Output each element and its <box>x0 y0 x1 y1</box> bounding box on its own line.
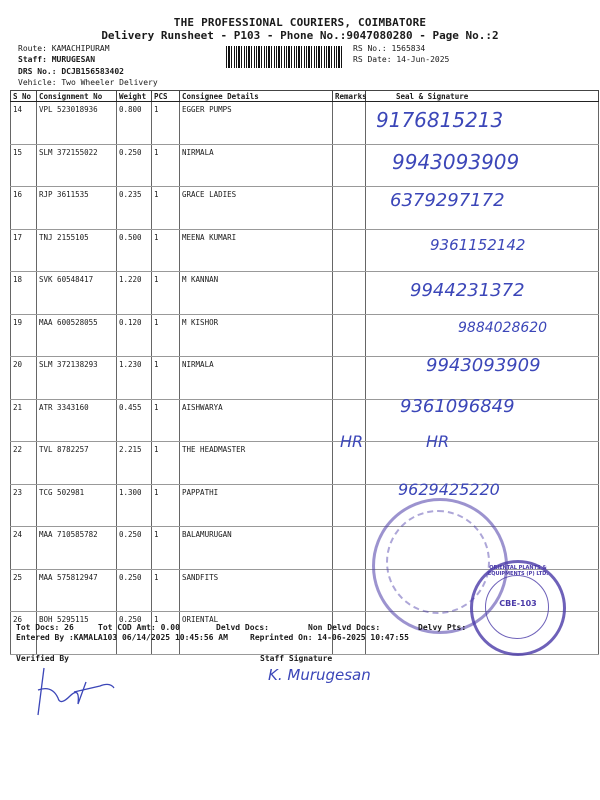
handwritten-signature: 6379297172 <box>390 190 505 211</box>
route-label: Route: KAMACHIPURAM <box>18 44 110 53</box>
non-delivered-docs: Non Delvd Docs: <box>308 623 381 632</box>
delivered-docs: Delvd Docs: <box>216 623 269 632</box>
cell-sno: 21 <box>11 399 37 442</box>
cell-pcs: 1 <box>152 272 180 315</box>
cell-consignee: NIRMALA <box>180 357 333 400</box>
cell-consignee: EGGER PUMPS <box>180 102 333 145</box>
cell-weight: 2.215 <box>117 442 152 485</box>
cell-consignee: AISHWARYA <box>180 399 333 442</box>
cell-weight: 0.120 <box>117 314 152 357</box>
stamp-center-text: CBE-103 <box>499 599 537 608</box>
cell-consignment: VPL 523018936 <box>37 102 117 145</box>
delivery-points: Delvy Pts: <box>418 623 467 632</box>
cell-consignment: TCG 502981 <box>37 484 117 527</box>
col-signature: Seal & Signature <box>366 91 599 102</box>
cell-consignment: ATR 3343160 <box>37 399 117 442</box>
cell-weight: 0.235 <box>117 187 152 230</box>
cell-pcs: 1 <box>152 484 180 527</box>
table-row <box>11 187 599 230</box>
cell-remarks <box>333 527 366 570</box>
cell-consignment: MAA 600528055 <box>37 314 117 357</box>
table-header-row <box>11 91 599 102</box>
cell-consignment: SLM 372138293 <box>37 357 117 400</box>
cell-sno: 20 <box>11 357 37 400</box>
verifier-signature <box>30 660 120 722</box>
cell-consignment: TNJ 2155105 <box>37 229 117 272</box>
cell-consignee: BALAMURUGAN <box>180 527 333 570</box>
cell-remarks <box>333 187 366 230</box>
cell-pcs: 1 <box>152 102 180 145</box>
handwritten-signature: 9629425220 <box>398 480 500 499</box>
company-name: THE PROFESSIONAL COURIERS, COIMBATORE <box>173 16 427 29</box>
cell-consignee: M KISHOR <box>180 314 333 357</box>
cell-sno: 14 <box>11 102 37 145</box>
rs-number: RS No.: 1565834 <box>353 44 426 53</box>
total-docs: Tot Docs: 26 <box>16 623 74 632</box>
cell-weight: 0.250 <box>117 569 152 612</box>
handwritten-signature: 9943093909 <box>392 150 520 174</box>
entered-by: Entered By :KAMALA103 06/14/2025 10:45:56 AM <box>16 633 228 642</box>
col-consignment: Consignment No <box>37 91 117 102</box>
cell-pcs: 1 <box>152 612 180 655</box>
cell-remarks <box>333 569 366 612</box>
cell-remarks <box>333 484 366 527</box>
cell-consignment: SLM 372155022 <box>37 144 117 187</box>
cell-sno: 16 <box>11 187 37 230</box>
cell-remarks <box>333 229 366 272</box>
cell-pcs: 1 <box>152 442 180 485</box>
table-row <box>11 484 599 527</box>
cell-pcs: 1 <box>152 399 180 442</box>
cell-consignee: M KANNAN <box>180 272 333 315</box>
cell-sno: 24 <box>11 527 37 570</box>
cell-pcs: 1 <box>152 314 180 357</box>
cell-remarks <box>333 102 366 145</box>
cell-consignment: MAA 575812947 <box>37 569 117 612</box>
cell-weight: 0.250 <box>117 612 152 655</box>
table-row <box>11 102 599 145</box>
cell-remarks <box>333 272 366 315</box>
cell-pcs: 1 <box>152 144 180 187</box>
cell-weight: 0.455 <box>117 399 152 442</box>
staff-signature-label: Staff Signature <box>260 654 333 663</box>
handwritten-signature: 9361096849 <box>400 396 515 417</box>
cell-sno: 18 <box>11 272 37 315</box>
cell-weight: 0.250 <box>117 144 152 187</box>
total-cod-amount: Tot COD Amt: 0.00 <box>98 623 180 632</box>
cell-consignee: MEENA KUMARI <box>180 229 333 272</box>
stamp-ring-text: ORIENTAL PLANTS & EQUIPMENTS (P) LTD. <box>487 565 549 577</box>
cell-sno: 23 <box>11 484 37 527</box>
vehicle-label: Vehicle: Two Wheeler Delivery <box>18 78 158 87</box>
runsheet-title: Delivery Runsheet - P103 - Phone No.:9047080280 - Page No.:2 <box>101 29 499 42</box>
col-remarks: Remarks <box>333 91 366 102</box>
cell-sno: 19 <box>11 314 37 357</box>
cell-weight: 0.250 <box>117 527 152 570</box>
cell-consignment: TVL 8782257 <box>37 442 117 485</box>
rs-date: RS Date: 14-Jun-2025 <box>353 55 450 64</box>
handwritten-remark: HR <box>340 432 364 451</box>
drs-label: DRS No.: DCJB156583402 <box>18 67 124 76</box>
cell-sno: 15 <box>11 144 37 187</box>
cell-remarks <box>333 314 366 357</box>
handwritten-signature: 9943093909 <box>426 355 541 376</box>
cell-sno: 26 <box>11 612 37 655</box>
handwritten-signature: 9884028620 <box>458 320 548 336</box>
cell-sno: 22 <box>11 442 37 485</box>
cell-consignee: PAPPATHI <box>180 484 333 527</box>
barcode <box>226 46 344 68</box>
col-sno: S No <box>11 91 37 102</box>
col-weight: Weight <box>117 91 152 102</box>
reprinted-on: Reprinted On: 14-06-2025 10:47:55 <box>250 633 409 642</box>
staff-label: Staff: MURUGESAN <box>18 55 96 64</box>
cell-consignment: RJP 3611535 <box>37 187 117 230</box>
cell-consignee: ORIENTAL <box>180 612 333 655</box>
cell-pcs: 1 <box>152 357 180 400</box>
cell-sno: 25 <box>11 569 37 612</box>
cell-consignment: SVK 60548417 <box>37 272 117 315</box>
cell-pcs: 1 <box>152 229 180 272</box>
cell-remarks <box>333 144 366 187</box>
verified-by-label: Verified By <box>16 654 69 663</box>
cell-consignee: NIRMALA <box>180 144 333 187</box>
cell-consignment: BOH 5295115 <box>37 612 117 655</box>
handwritten-signature: 9944231372 <box>410 280 525 301</box>
cell-weight: 1.220 <box>117 272 152 315</box>
cell-weight: 0.800 <box>117 102 152 145</box>
cell-sno: 17 <box>11 229 37 272</box>
handwritten-signature: HR <box>426 432 450 451</box>
staff-handwritten-signature: K. Murugesan <box>268 666 371 684</box>
cell-weight: 0.500 <box>117 229 152 272</box>
col-pcs: PCS <box>152 91 180 102</box>
cell-pcs: 1 <box>152 527 180 570</box>
cell-consignment: MAA 710585782 <box>37 527 117 570</box>
cell-weight: 1.230 <box>117 357 152 400</box>
table-row <box>11 442 599 485</box>
cell-pcs: 1 <box>152 187 180 230</box>
cell-weight: 1.300 <box>117 484 152 527</box>
cell-consignee: GRACE LADIES <box>180 187 333 230</box>
cell-consignee: SANDFITS <box>180 569 333 612</box>
cell-pcs: 1 <box>152 569 180 612</box>
cell-signature <box>366 442 599 485</box>
cell-remarks <box>333 357 366 400</box>
cell-consignee: THE HEADMASTER <box>180 442 333 485</box>
oriental-seal-stamp <box>470 560 566 656</box>
handwritten-signature: 9176815213 <box>376 108 504 132</box>
handwritten-signature: 9361152142 <box>430 236 526 254</box>
col-consignee: Consignee Details <box>180 91 333 102</box>
